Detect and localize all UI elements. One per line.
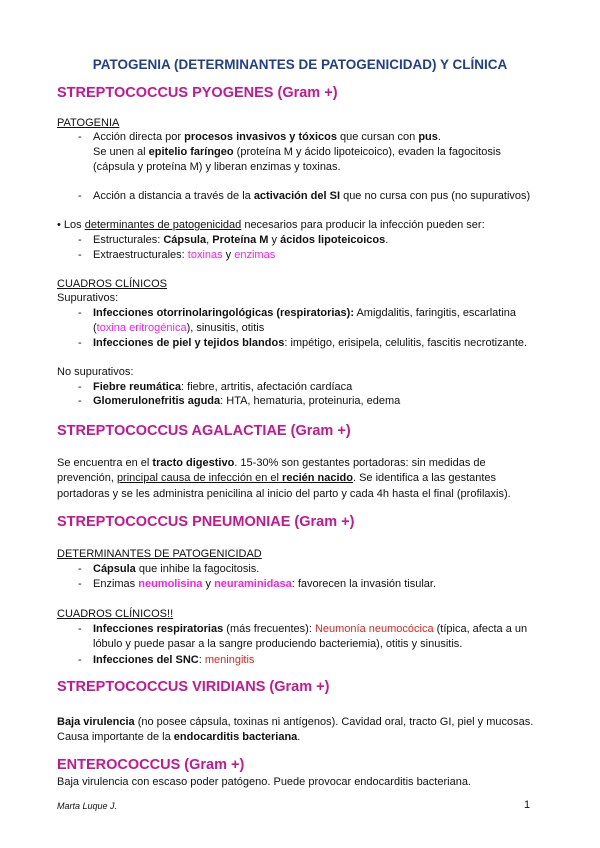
text-segment: CUADROS CLÍNICOS: [57, 278, 168, 290]
text-segment: (proteína M y ácido lipoteicoico), evaden la fagocitosis: [233, 146, 501, 158]
text-segment: • Los: [57, 219, 85, 231]
text-segment: Amigdalitis, faringitis, escarlatina: [354, 307, 517, 319]
text-segment: Baja virulencia: [57, 716, 135, 728]
text-segment: neuraminidasa: [214, 578, 292, 590]
text-segment: determinantes de patogenicidad: [84, 219, 242, 231]
text-line: [57, 277, 167, 291]
section-heading: [57, 86, 338, 100]
text-segment: ,: [206, 234, 213, 246]
text-line: [78, 233, 389, 247]
text-line: [78, 653, 255, 667]
page-title: PATOGENIA (DETERMINANTES DE PATOGENICIDAD) Y CLÍNICA: [92, 57, 508, 72]
text-segment: y: [268, 234, 281, 246]
bullet-dash: -: [78, 131, 82, 143]
text-segment: Infecciones del SNC: [93, 654, 199, 666]
text-segment: tracto digestivo: [152, 457, 235, 469]
bullet-dash: -: [78, 654, 82, 666]
text-segment: Infecciones otorrinolaringológicas (respiratorias):: [93, 307, 354, 319]
bullet-dash: -: [78, 307, 82, 319]
text-segment: recién nacido: [282, 472, 353, 484]
text-segment: : HTA, hematuria, proteinuria, edema: [220, 395, 401, 407]
text-segment: PATOGENIA: [57, 117, 120, 129]
text-segment: Baja virulencia con escaso poder patógeno. Puede provocar endocarditis bacteriana.: [57, 776, 471, 788]
bullet-dash: -: [78, 234, 82, 246]
text-line: [78, 562, 260, 576]
text-segment: Causa importante de la: [57, 731, 174, 743]
text-segment: meningitis: [204, 654, 255, 666]
text-segment: No supurativos:: [57, 366, 134, 378]
bullet-dash: -: [78, 578, 82, 590]
bullet-dash: -: [78, 563, 82, 575]
text-segment: procesos invasivos y tóxicos: [184, 131, 337, 143]
text-segment: Proteína M: [212, 234, 269, 246]
text-line: [57, 487, 511, 501]
text-line: [78, 380, 353, 394]
bullet-dash: -: [78, 337, 82, 349]
text-segment: que no cursa con pus (no supurativos): [340, 190, 531, 202]
text-line: [57, 607, 173, 621]
text-segment: (: [93, 322, 97, 334]
text-segment: (típica, afecta a un: [433, 623, 528, 635]
text-segment: prevención,: [57, 472, 117, 484]
text-segment: ácidos lipoteicoicos: [280, 234, 386, 246]
text-line: [57, 456, 486, 470]
text-segment: (no posee cápsula, toxinas ni antígenos). Cavidad oral, tracto GI, piel y mucosas.: [134, 716, 534, 728]
text-line: [57, 471, 496, 485]
text-segment: Extraestructurales:: [93, 249, 188, 261]
section-heading: [57, 680, 329, 694]
text-segment: portadoras y se les administra penicilina al inicio del parto y cada 4h hasta el final (profilaxis).: [57, 488, 511, 500]
text-segment: Infecciones de piel y tejidos blandos: [93, 337, 285, 349]
text-line: [57, 547, 262, 561]
text-segment: . 15-30% son gestantes portadoras: sin medidas de: [234, 457, 486, 469]
text-segment: Infecciones respiratorias: [93, 623, 224, 635]
text-segment: Se encuentra en el: [57, 457, 153, 469]
text-segment: (más frecuentes):: [223, 623, 315, 635]
text-line: [57, 775, 471, 789]
text-segment: epitelio faríngeo: [148, 146, 234, 158]
text-line: [78, 622, 528, 636]
text-segment: : impétigo, erisipela, celulitis, fascitis necrotizante.: [284, 337, 528, 349]
text-line: [57, 365, 133, 379]
text-segment: Cápsula: [163, 234, 207, 246]
text-segment: que cursan con: [336, 131, 419, 143]
text-segment: Cápsula: [93, 563, 136, 575]
text-segment: CUADROS CLÍNICOS!!: [57, 608, 174, 620]
text-segment: y: [222, 249, 235, 261]
text-segment: lóbulo y puede pasar a la sangre produciendo bacteriemia), otitis y sinusitis.: [93, 638, 463, 650]
text-segment: . Se identifica a las gestantes: [352, 472, 497, 484]
text-line: [57, 730, 300, 744]
text-segment: Estructurales:: [93, 234, 164, 246]
text-line: [78, 306, 517, 320]
text-segment: DETERMINANTES DE PATOGENICIDAD: [57, 548, 262, 560]
text-line: [78, 336, 528, 350]
text-segment: ENTEROCOCCUS (Gram +): [57, 757, 245, 773]
text-segment: STREPTOCOCCUS VIRIDIANS (Gram +): [57, 679, 330, 695]
text-line: [57, 715, 533, 729]
text-segment: : fiebre, artritis, afectación cardíaca: [181, 381, 353, 393]
text-segment: STREPTOCOCCUS PYOGENES (Gram +): [57, 85, 338, 101]
text-segment: ), sinusitis, otitis: [186, 322, 265, 334]
text-line: [93, 145, 501, 159]
text-segment: Neumonía neumocócica: [314, 623, 434, 635]
bullet-dash: -: [78, 395, 82, 407]
text-segment: Supurativos:: [57, 292, 119, 304]
text-segment: toxinas: [187, 249, 223, 261]
footer-author: Marta Luque J.: [57, 801, 118, 811]
text-line: [78, 248, 276, 262]
text-segment: Acción directa por: [93, 131, 185, 143]
section-heading: [57, 424, 351, 438]
bullet-dash: -: [78, 381, 82, 393]
text-segment: (cápsula y proteína M) y liberan enzimas y toxinas.: [93, 161, 341, 173]
text-segment: principal causa de infección en el: [116, 472, 283, 484]
text-line: [78, 189, 531, 203]
text-segment: y: [202, 578, 215, 590]
text-line: [93, 160, 341, 174]
text-segment: endocarditis bacteriana: [173, 731, 298, 743]
text-segment: que inhibe la fagocitosis.: [135, 563, 260, 575]
text-segment: toxina eritrogénica: [96, 322, 187, 334]
text-segment: Acción a distancia a través de la: [93, 190, 254, 202]
text-segment: activación del SI: [253, 190, 341, 202]
text-line: [57, 218, 485, 232]
text-segment: Glomerulonefritis aguda: [93, 395, 221, 407]
bullet-dash: -: [78, 190, 82, 202]
bullet-dash: -: [78, 623, 82, 635]
text-segment: Fiebre reumática: [93, 381, 182, 393]
text-segment: pus: [418, 131, 438, 143]
text-segment: .: [385, 234, 389, 246]
text-segment: .: [437, 131, 441, 143]
bullet-dash: -: [78, 249, 82, 261]
text-line: [78, 130, 441, 144]
text-segment: .: [297, 731, 301, 743]
text-line: [57, 116, 119, 130]
text-segment: enzimas: [234, 249, 276, 261]
text-segment: STREPTOCOCCUS AGALACTIAE (Gram +): [57, 423, 351, 439]
text-line: [93, 321, 264, 335]
section-heading: [57, 758, 244, 772]
text-line: [93, 637, 462, 651]
text-segment: STREPTOCOCCUS PNEUMONIAE (Gram +): [57, 514, 355, 530]
text-line: [78, 394, 401, 408]
text-segment: Se unen al: [93, 146, 149, 158]
text-segment: necesarios para producir la infección pueden ser:: [241, 219, 485, 231]
text-line: [78, 577, 437, 591]
section-heading: [57, 515, 354, 529]
text-segment: : favorecen la invasión tisular.: [291, 578, 437, 590]
text-segment: neumolisina: [138, 578, 203, 590]
page-number: 1: [524, 799, 531, 811]
text-line: [57, 291, 118, 305]
text-segment: Enzimas: [93, 578, 139, 590]
text-segment: :: [198, 654, 205, 666]
